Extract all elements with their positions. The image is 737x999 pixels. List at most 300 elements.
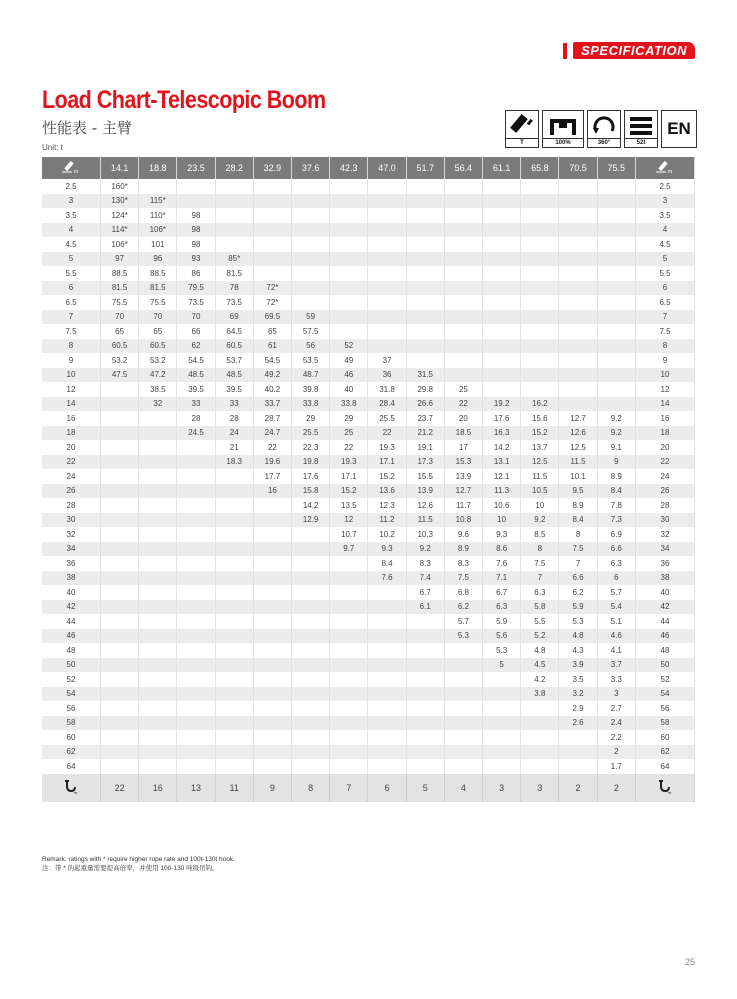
load-cell: 2.7 [597, 701, 635, 716]
load-cell [521, 310, 559, 325]
load-cell: 17 [444, 440, 482, 455]
load-cell [330, 643, 368, 658]
load-cell [406, 716, 444, 731]
load-cell [101, 687, 139, 702]
load-cell [521, 237, 559, 252]
load-cell: 8.6 [483, 542, 521, 557]
load-cell [177, 658, 215, 673]
parts-of-line-cell: 4 [444, 774, 482, 802]
load-cell [406, 643, 444, 658]
load-cell [177, 687, 215, 702]
load-cell [406, 179, 444, 194]
load-cell: 65 [253, 324, 291, 339]
load-cell [559, 310, 597, 325]
load-cell [139, 600, 177, 615]
load-cell [253, 527, 291, 542]
load-cell: 11.7 [444, 498, 482, 513]
load-cell [292, 600, 330, 615]
load-cell [444, 716, 482, 731]
load-cell [101, 571, 139, 586]
table-row [42, 600, 695, 615]
load-cell [444, 339, 482, 354]
load-cell [101, 382, 139, 397]
load-cell: 124* [101, 208, 139, 223]
load-cell: 9 [597, 455, 635, 470]
load-cell: 40.2 [253, 382, 291, 397]
load-cell [177, 498, 215, 513]
parts-of-line-cell: 8 [292, 774, 330, 802]
load-cell: 5.6 [483, 629, 521, 644]
radius-cell: 42 [42, 600, 101, 615]
load-cell [444, 368, 482, 383]
load-cell: 13.7 [521, 440, 559, 455]
load-cell [215, 571, 253, 586]
load-cell: 7.6 [483, 556, 521, 571]
load-cell: 3.3 [597, 672, 635, 687]
table-row [42, 353, 695, 368]
parts-of-line-cell: 22 [101, 774, 139, 802]
load-cell: 39.8 [292, 382, 330, 397]
load-cell [253, 745, 291, 760]
load-cell [253, 643, 291, 658]
load-cell [368, 614, 406, 629]
load-cell [559, 223, 597, 238]
load-cell [483, 701, 521, 716]
load-cell [292, 745, 330, 760]
load-cell: 38.5 [139, 382, 177, 397]
radius-cell: 5.5 [42, 266, 101, 281]
load-cell: 19.2 [483, 397, 521, 412]
load-cell: 12.6 [559, 426, 597, 441]
load-cell [215, 223, 253, 238]
load-cell: 12.7 [559, 411, 597, 426]
load-cell [597, 397, 635, 412]
parts-of-line-cell: 11 [215, 774, 253, 802]
load-cell: 48.5 [177, 368, 215, 383]
load-cell: 4.3 [559, 643, 597, 658]
load-cell [368, 643, 406, 658]
boom-length-12: 70.5 [559, 157, 597, 179]
load-cell [330, 658, 368, 673]
load-cell [521, 179, 559, 194]
load-cell: 17.3 [406, 455, 444, 470]
load-cell: 13.1 [483, 455, 521, 470]
radius-cell-right: 10 [636, 368, 695, 383]
hook-icon-right [636, 774, 695, 802]
parts-of-line-cell: 3 [521, 774, 559, 802]
load-cell: 96 [139, 252, 177, 267]
load-cell: 75.5 [139, 295, 177, 310]
load-cell [444, 237, 482, 252]
load-cell [483, 353, 521, 368]
load-cell: 60.5 [101, 339, 139, 354]
load-cell: 6.2 [444, 600, 482, 615]
load-cell: 39.5 [215, 382, 253, 397]
load-cell: 53.2 [101, 353, 139, 368]
load-cell: 12.5 [559, 440, 597, 455]
load-cell: 47.2 [139, 368, 177, 383]
load-cell [597, 223, 635, 238]
load-cell: 25 [444, 382, 482, 397]
table-row [42, 237, 695, 252]
load-cell: 130* [101, 194, 139, 209]
load-cell [101, 745, 139, 760]
load-cell [406, 281, 444, 296]
load-cell: 5.3 [559, 614, 597, 629]
load-cell: 2.6 [559, 716, 597, 731]
load-cell: 4.5 [521, 658, 559, 673]
load-cell [177, 672, 215, 687]
load-cell: 31.5 [406, 368, 444, 383]
load-cell [101, 730, 139, 745]
load-cell [330, 629, 368, 644]
load-cell [444, 745, 482, 760]
load-cell [292, 194, 330, 209]
table-row [42, 745, 695, 760]
load-cell [101, 498, 139, 513]
radius-cell: 20 [42, 440, 101, 455]
load-cell: 33 [177, 397, 215, 412]
load-cell: 9.5 [559, 484, 597, 499]
load-cell: 72* [253, 295, 291, 310]
load-cell [559, 759, 597, 774]
load-cell [330, 266, 368, 281]
load-cell: 48.5 [215, 368, 253, 383]
load-cell [215, 701, 253, 716]
load-cell [368, 237, 406, 252]
load-cell [139, 643, 177, 658]
load-cell: 6.9 [597, 527, 635, 542]
load-cell [177, 730, 215, 745]
load-cell: 8.9 [444, 542, 482, 557]
load-cell [483, 266, 521, 281]
table-row [42, 469, 695, 484]
load-cell [177, 614, 215, 629]
load-cell [559, 208, 597, 223]
load-cell: 12.7 [444, 484, 482, 499]
load-cell: 18.3 [215, 455, 253, 470]
load-cell [292, 730, 330, 745]
table-row [42, 658, 695, 673]
load-cell [215, 629, 253, 644]
load-cell: 13.9 [406, 484, 444, 499]
load-cell: 5.2 [521, 629, 559, 644]
radius-cell-right: 7 [636, 310, 695, 325]
load-cell [406, 310, 444, 325]
boom-length-9: 56.4 [444, 157, 482, 179]
load-cell: 7.5 [444, 571, 482, 586]
radius-cell: 9 [42, 353, 101, 368]
load-cell: 8.9 [559, 498, 597, 513]
table-row [42, 571, 695, 586]
radius-cell-right: 20 [636, 440, 695, 455]
load-cell [139, 687, 177, 702]
radius-cell: 56 [42, 701, 101, 716]
load-cell: 9.6 [444, 527, 482, 542]
load-cell [521, 339, 559, 354]
load-cell [139, 426, 177, 441]
radius-cell-right: 52 [636, 672, 695, 687]
load-cell [101, 585, 139, 600]
load-cell: 7.5 [521, 556, 559, 571]
table-row [42, 513, 695, 528]
load-cell [368, 585, 406, 600]
load-cell [330, 194, 368, 209]
load-cell [330, 687, 368, 702]
radius-cell-right: 4.5 [636, 237, 695, 252]
load-cell [101, 542, 139, 557]
load-cell [483, 237, 521, 252]
load-cell: 8 [521, 542, 559, 557]
load-cell [177, 469, 215, 484]
radius-cell-right: 7.5 [636, 324, 695, 339]
load-cell [177, 701, 215, 716]
load-cell: 11.5 [406, 513, 444, 528]
load-cell [368, 194, 406, 209]
radius-cell: 62 [42, 745, 101, 760]
counterweight-icon: T [505, 110, 539, 148]
load-cell [139, 701, 177, 716]
load-cell [101, 658, 139, 673]
load-cell: 60.5 [139, 339, 177, 354]
load-cell [253, 614, 291, 629]
load-cell: 2 [597, 745, 635, 760]
load-cell [330, 600, 368, 615]
load-cell [444, 281, 482, 296]
table-row [42, 556, 695, 571]
load-cell: 28 [177, 411, 215, 426]
load-cell [521, 281, 559, 296]
load-cell [101, 469, 139, 484]
radius-cell-right: 4 [636, 223, 695, 238]
load-cell: 22 [330, 440, 368, 455]
load-cell: 19.3 [330, 455, 368, 470]
load-cell: 6.6 [559, 571, 597, 586]
load-cell: 5.3 [483, 643, 521, 658]
load-cell: 8.4 [597, 484, 635, 499]
load-cell [406, 266, 444, 281]
load-cell [177, 759, 215, 774]
load-cell [368, 672, 406, 687]
boom-length-2: 23.5 [177, 157, 215, 179]
load-cell [521, 353, 559, 368]
radius-cell: 12 [42, 382, 101, 397]
radius-cell-right: 3.5 [636, 208, 695, 223]
load-cell [444, 672, 482, 687]
boom-length-13: 75.5 [597, 157, 635, 179]
load-cell: 11.5 [559, 455, 597, 470]
load-cell: 98 [177, 223, 215, 238]
load-cell [559, 179, 597, 194]
load-cell: 17.1 [330, 469, 368, 484]
load-cell [406, 194, 444, 209]
radius-cell: 54 [42, 687, 101, 702]
load-cell [444, 759, 482, 774]
load-cell [139, 179, 177, 194]
table-row [42, 324, 695, 339]
svg-text:m: m [74, 789, 78, 794]
unit-label: Unit: t [42, 143, 63, 152]
load-cell [292, 252, 330, 267]
load-cell [101, 397, 139, 412]
load-cell [330, 716, 368, 731]
radius-cell-right: 64 [636, 759, 695, 774]
radius-cell-right: 58 [636, 716, 695, 731]
load-cell [215, 687, 253, 702]
radius-cell: 22 [42, 455, 101, 470]
load-cell [597, 252, 635, 267]
table-row [42, 339, 695, 354]
load-cell [292, 527, 330, 542]
load-cell [330, 223, 368, 238]
load-cell [330, 730, 368, 745]
table-row [42, 368, 695, 383]
load-cell: 6.3 [521, 585, 559, 600]
load-cell: 85* [215, 252, 253, 267]
load-cell [139, 629, 177, 644]
radius-cell: 16 [42, 411, 101, 426]
table-row [42, 643, 695, 658]
load-cell: 40 [330, 382, 368, 397]
load-cell [215, 716, 253, 731]
load-cell [330, 759, 368, 774]
load-cell: 10.7 [330, 527, 368, 542]
radius-cell: 6 [42, 281, 101, 296]
load-cell: 6.6 [597, 542, 635, 557]
load-cell: 12.6 [406, 498, 444, 513]
load-cell [521, 295, 559, 310]
load-cell: 4.2 [521, 672, 559, 687]
load-cell [292, 687, 330, 702]
load-cell: 3.7 [597, 658, 635, 673]
load-cell [253, 571, 291, 586]
load-cell: 88.5 [101, 266, 139, 281]
load-cell: 8.9 [597, 469, 635, 484]
table-row [42, 397, 695, 412]
load-cell [139, 411, 177, 426]
load-cell [368, 759, 406, 774]
radius-cell-right: 30 [636, 513, 695, 528]
load-cell [215, 745, 253, 760]
load-cell: 57.5 [292, 324, 330, 339]
load-cell: 17.7 [253, 469, 291, 484]
radius-cell-right: 34 [636, 542, 695, 557]
load-cell: 17.6 [483, 411, 521, 426]
load-cell: 114* [101, 223, 139, 238]
table-row [42, 194, 695, 209]
load-cell [406, 252, 444, 267]
load-cell [330, 745, 368, 760]
load-cell [177, 716, 215, 731]
load-cell: 5.1 [597, 614, 635, 629]
radius-cell-right: 5 [636, 252, 695, 267]
radius-cell-right: 5.5 [636, 266, 695, 281]
load-cell: 23.7 [406, 411, 444, 426]
load-cell [330, 310, 368, 325]
boom-length-5: 37.6 [292, 157, 330, 179]
load-cell [292, 672, 330, 687]
boom-length-1: 18.8 [139, 157, 177, 179]
load-cell [177, 571, 215, 586]
load-cell [253, 266, 291, 281]
load-cell: 6.7 [406, 585, 444, 600]
radius-cell-right: 28 [636, 498, 695, 513]
load-cell: 29 [330, 411, 368, 426]
load-cell: 49 [330, 353, 368, 368]
load-cell [292, 701, 330, 716]
load-cell: 12.5 [521, 455, 559, 470]
table-row [42, 411, 695, 426]
load-cell [521, 759, 559, 774]
radius-cell-right: 2.5 [636, 179, 695, 194]
load-cell [215, 672, 253, 687]
load-cell [368, 295, 406, 310]
load-cell [444, 252, 482, 267]
load-cell [559, 295, 597, 310]
load-cell [444, 658, 482, 673]
load-cell: 9.2 [406, 542, 444, 557]
load-cell [368, 687, 406, 702]
load-cell [368, 716, 406, 731]
load-cell [253, 687, 291, 702]
load-cell [483, 759, 521, 774]
load-cell [521, 266, 559, 281]
load-cell: 9.1 [597, 440, 635, 455]
load-cell: 5.8 [521, 600, 559, 615]
load-cell [483, 324, 521, 339]
load-cell [139, 571, 177, 586]
load-cell: 110* [139, 208, 177, 223]
banner-label: SPECIFICATION [573, 42, 695, 59]
load-cell: 11.2 [368, 513, 406, 528]
load-cell: 60.5 [215, 339, 253, 354]
radius-cell: 28 [42, 498, 101, 513]
load-cell [368, 310, 406, 325]
load-cell [483, 281, 521, 296]
table-row [42, 426, 695, 441]
load-cell [253, 542, 291, 557]
load-cell [292, 759, 330, 774]
load-cell: 22 [444, 397, 482, 412]
load-cell [292, 716, 330, 731]
load-cell: 28.4 [368, 397, 406, 412]
load-cell [330, 571, 368, 586]
load-cell: 6.7 [483, 585, 521, 600]
load-cell: 9.2 [597, 426, 635, 441]
load-cell [483, 194, 521, 209]
load-cell [101, 440, 139, 455]
load-cell [559, 730, 597, 745]
load-cell: 2.2 [597, 730, 635, 745]
radius-cell: 30 [42, 513, 101, 528]
radius-cell-right: 6 [636, 281, 695, 296]
table-row [42, 179, 695, 194]
load-cell: 53.7 [215, 353, 253, 368]
radius-cell-right: 9 [636, 353, 695, 368]
load-cell [483, 310, 521, 325]
load-cell [292, 295, 330, 310]
load-cell [559, 397, 597, 412]
load-cell: 93 [177, 252, 215, 267]
svg-text:m: m [668, 789, 672, 794]
radius-cell: 46 [42, 629, 101, 644]
radius-cell: 24 [42, 469, 101, 484]
load-cell [101, 600, 139, 615]
boom-length-8: 51.7 [406, 157, 444, 179]
load-cell [215, 600, 253, 615]
load-cell: 3.2 [559, 687, 597, 702]
radius-cell: 5 [42, 252, 101, 267]
